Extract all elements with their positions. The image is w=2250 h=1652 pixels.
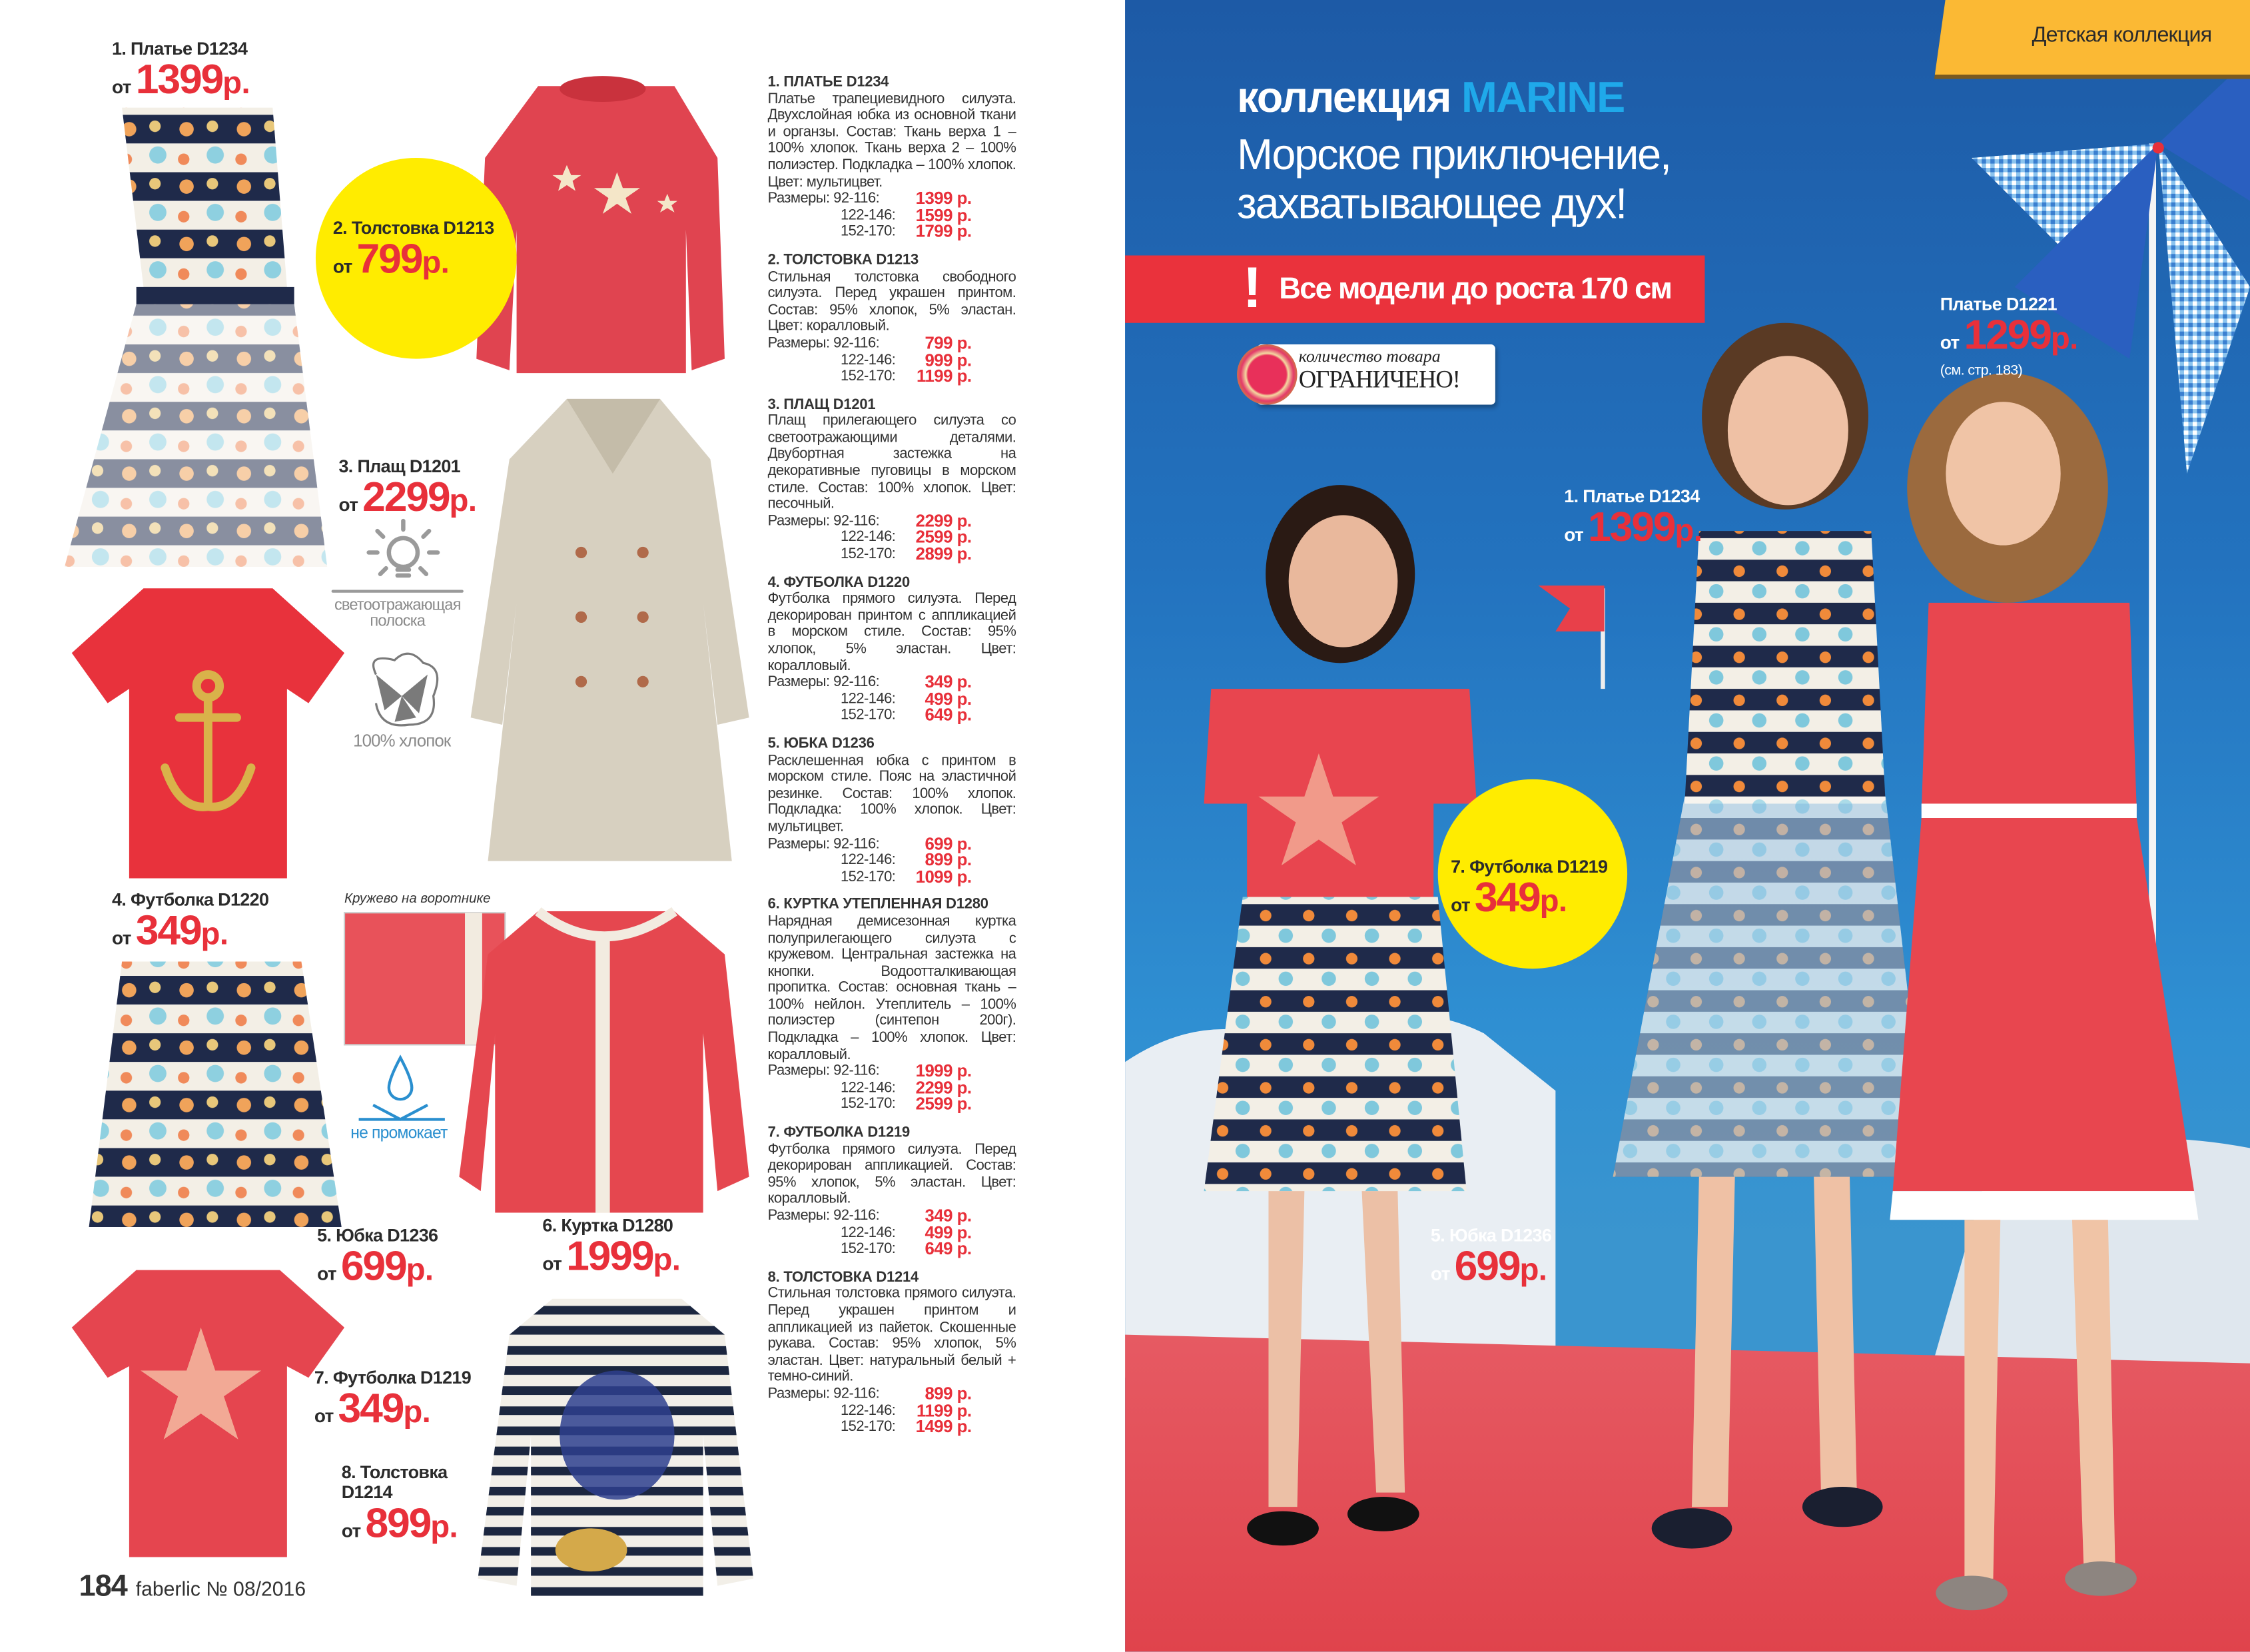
description-item xyxy=(768,252,1016,386)
dress-d1234-image xyxy=(65,108,327,567)
size-price-row xyxy=(768,527,1016,548)
cotton-caption: 100% хлопок xyxy=(353,730,451,751)
size-range: Размеры: 92-116: xyxy=(767,1208,880,1224)
description-item xyxy=(768,1125,1016,1258)
size-price: 699 р. xyxy=(925,833,972,853)
size-price: 899 р. xyxy=(925,849,972,870)
description-text: Нарядная демисезонная куртка полуприлегающего силуэта с кружевом. Центральная застежка на кнопки. Водоотталкивающая пропитка. Состав: основная ткань – 100% нейлон. Утеплитель – 100% полиэстер (синтепон 200г). Подкладка – 100% хлопок. Цвет: коралловый. xyxy=(767,914,1016,1063)
size-price: 1099 р. xyxy=(915,866,972,887)
product-name: 7. Футболка D1219 xyxy=(1451,857,1608,877)
product-name: 5. Юбка D1236 xyxy=(1430,1225,1552,1246)
size-range: 122-146: xyxy=(841,852,896,869)
limited-badge-text xyxy=(1299,346,1460,394)
size-range: 152-170: xyxy=(841,1419,896,1436)
product-name: Платье D1221 xyxy=(1940,294,2057,314)
size-price-row xyxy=(768,1094,1016,1114)
price-prefix: от xyxy=(1451,893,1470,915)
size-range: 122-146: xyxy=(841,1080,896,1096)
size-range: Размеры: 92-116: xyxy=(767,836,880,852)
price-label-d1201 xyxy=(338,458,476,522)
description-title: 4. ФУТБОЛКА D1220 xyxy=(767,575,911,591)
size-price-row xyxy=(768,1416,1016,1437)
page-footer xyxy=(79,1570,306,1605)
size-price-row xyxy=(768,221,1016,242)
sweatshirt-d1214-image xyxy=(478,1299,753,1596)
size-price-row xyxy=(768,705,1016,725)
size-price-row xyxy=(768,688,1016,709)
size-price: 1799 р. xyxy=(915,221,972,242)
price-label-d1236-right xyxy=(1431,1227,1551,1291)
size-range: 152-170: xyxy=(841,546,896,563)
banner-text: Все модели до роста 170 см xyxy=(1279,272,1672,305)
size-price-row xyxy=(768,1077,1016,1098)
size-price: 649 р. xyxy=(925,705,972,725)
lightbulb-icon xyxy=(333,521,462,592)
tshirt-d1220-image xyxy=(72,588,344,878)
size-price: 2599 р. xyxy=(915,527,972,548)
price-label-d1219-right xyxy=(1451,858,1607,922)
price-label-d1219 xyxy=(314,1369,471,1433)
collection-subtitle xyxy=(1237,132,1671,229)
price-prefix: от xyxy=(1564,523,1584,546)
description-item xyxy=(768,75,1016,241)
size-price: 1199 р. xyxy=(917,1400,972,1420)
description-text: Плащ прилегающего силуэта со светоотражающими деталями. Двубортная застежка на декоративные пуговицы в морском стиле. Состав: 100% хлопок. Цвет: песочный. xyxy=(767,414,1016,513)
size-range: 122-146: xyxy=(841,691,896,707)
price-label-d1234-right xyxy=(1564,488,1702,552)
price-currency: р. xyxy=(2050,319,2078,356)
skirt-d1236-image xyxy=(89,961,342,1227)
price-prefix: от xyxy=(341,1519,361,1541)
description-title: 7. ФУТБОЛКА D1219 xyxy=(767,1125,911,1141)
size-range: 122-146: xyxy=(841,1224,896,1241)
size-price-row xyxy=(768,544,1016,564)
price-value: 1999 xyxy=(566,1234,653,1280)
size-price: 1999 р. xyxy=(915,1060,972,1081)
size-price: 999 р. xyxy=(925,349,972,370)
limited-seal-icon xyxy=(1237,344,1297,404)
size-range: 152-170: xyxy=(841,368,896,385)
description-title: 6. КУРТКА УТЕПЛЕННАЯ D1280 xyxy=(767,897,988,913)
price-value: 1299 xyxy=(1964,312,2051,359)
price-prefix: от xyxy=(1430,1262,1450,1284)
description-item xyxy=(768,575,1016,725)
size-price-row xyxy=(767,1205,1016,1226)
size-price: 2299 р. xyxy=(915,510,972,531)
price-value: 699 xyxy=(340,1244,406,1290)
price-currency: р. xyxy=(422,243,450,280)
price-value: 349 xyxy=(338,1386,404,1432)
product-name: 1. Платье D1234 xyxy=(1564,486,1700,507)
size-price: 1499 р. xyxy=(915,1416,972,1437)
tshirt-d1219-image xyxy=(72,1270,344,1557)
subtitle-line-1: Морское приключение, xyxy=(1237,132,1671,180)
size-price: 499 р. xyxy=(925,688,972,709)
price-label-d1280 xyxy=(542,1217,680,1281)
price-prefix: от xyxy=(332,254,352,277)
price-label-d1214 xyxy=(342,1463,456,1547)
size-price: 1199 р. xyxy=(917,366,972,386)
price-value: 349 xyxy=(135,908,201,955)
size-price-row xyxy=(767,510,1016,531)
size-price-row xyxy=(767,332,1016,353)
coat-d1201-image xyxy=(471,399,749,861)
product-name: 3. Плащ D1201 xyxy=(338,456,460,477)
collection-headline xyxy=(1237,75,1624,123)
price-value: 1399 xyxy=(1588,504,1675,551)
size-range: Размеры: 92-116: xyxy=(767,513,880,530)
size-price-row xyxy=(767,1060,1016,1081)
size-price-row xyxy=(767,188,1016,208)
size-price-row xyxy=(767,833,1016,853)
price-label-d1220 xyxy=(112,891,268,955)
section-tab-label: Детская коллекция xyxy=(2032,23,2212,48)
waterproof-caption: не промокает xyxy=(350,1125,448,1142)
price-value: 2299 xyxy=(362,474,450,521)
size-range: Размеры: 92-116: xyxy=(767,335,880,352)
price-currency: р. xyxy=(1675,512,1702,548)
description-text: Расклешенная юбка с принтом в морском стиле. Пояс на эластичной резинке. Состав: 100% хлопок. Подкладка: 100% хлопок. Цвет: мультицвет. xyxy=(767,753,1016,835)
badge-line-2: ОГРАНИЧЕНО! xyxy=(1298,366,1460,394)
size-price-row xyxy=(768,349,1016,370)
size-price-row xyxy=(767,1383,1016,1404)
size-price: 499 р. xyxy=(925,1222,972,1242)
price-prefix: от xyxy=(542,1252,562,1274)
exclamation-icon: ! xyxy=(1242,256,1262,320)
description-title: 8. ТОЛСТОВКА D1214 xyxy=(767,1270,919,1286)
page-number: 184 xyxy=(79,1569,127,1603)
price-prefix: от xyxy=(314,1404,334,1426)
size-range: 152-170: xyxy=(841,224,896,240)
product-name: 4. Футболка D1220 xyxy=(112,889,269,910)
price-currency: р. xyxy=(430,1507,458,1544)
description-text: Футболка прямого силуэта. Перед декорирован принтом с аппликацией в морском стиле. Состав: 95% хлопок, 5% эластан. Цвет: коралловый. xyxy=(767,592,1016,674)
badge-line-1: количество товара xyxy=(1298,346,1441,366)
issue-number: № 08/2016 xyxy=(206,1577,306,1601)
price-label-d1213 xyxy=(333,220,494,284)
size-range: 122-146: xyxy=(841,207,896,224)
size-range: Размеры: 92-116: xyxy=(767,1386,880,1402)
description-text: Платье трапециевидного силуэта. Двухслойная юбка из основной ткани и органзы. Состав: Ткань верха 1 – 100% хлопок. Ткань верха 2 – 100% полиэстер. Подкладка – 100% хлопок. Цвет: мультицвет. xyxy=(767,91,1016,191)
price-label-d1221 xyxy=(1940,296,2078,380)
lace-caption: Кружево на воротнике xyxy=(344,891,491,907)
price-currency: р. xyxy=(1539,882,1567,919)
price-value: 349 xyxy=(1474,875,1540,921)
reflective-caption: светоотражающая полоска xyxy=(334,597,461,630)
product-name: 6. Куртка D1280 xyxy=(542,1215,673,1236)
size-range: 152-170: xyxy=(841,707,896,724)
product-name: 1. Платье D1234 xyxy=(112,39,248,59)
headline-brand: MARINE xyxy=(1461,75,1625,123)
size-range: Размеры: 92-116: xyxy=(767,191,880,207)
product-descriptions xyxy=(768,75,1016,1447)
subtitle-line-2: захватывающее дух! xyxy=(1237,181,1627,228)
price-value: 899 xyxy=(365,1500,431,1547)
price-label-d1236 xyxy=(317,1227,438,1291)
page-reference: (см. стр. 183) xyxy=(1940,362,2023,378)
description-title: 5. ЮБКА D1236 xyxy=(767,736,875,752)
right-page xyxy=(1125,0,2250,1652)
size-price: 2299 р. xyxy=(915,1077,972,1098)
size-price: 899 р. xyxy=(925,1383,972,1404)
description-item xyxy=(768,736,1016,886)
description-item xyxy=(768,397,1016,564)
price-currency: р. xyxy=(449,482,477,518)
description-item xyxy=(768,897,1016,1114)
headline-prefix: коллекция xyxy=(1237,75,1451,123)
description-text: Футболка прямого силуэта. Перед декорирован аппликацией. Состав: 95% хлопок, 5% эластан. Цвет: коралловый. xyxy=(767,1142,1016,1208)
size-range: 122-146: xyxy=(841,352,896,368)
description-item xyxy=(768,1270,1016,1436)
price-currency: р. xyxy=(222,64,250,101)
description-title: 1. ПЛАТЬЕ D1234 xyxy=(767,75,889,91)
size-range: 122-146: xyxy=(841,530,896,546)
description-text: Стильная толстовка свободного силуэта. Перед украшен принтом. Состав: 95% хлопок, 5% эластан. Цвет: коралловый. xyxy=(767,269,1016,335)
size-price: 649 р. xyxy=(925,1238,972,1259)
size-price-row xyxy=(768,866,1016,887)
product-name: 2. Толстовка D1213 xyxy=(332,218,494,238)
price-currency: р. xyxy=(403,1393,431,1430)
size-price: 799 р. xyxy=(925,332,972,353)
description-title: 3. ПЛАЩ D1201 xyxy=(767,397,876,413)
size-price-row xyxy=(768,205,1016,225)
price-prefix: от xyxy=(338,493,358,515)
photo-scene xyxy=(1125,0,2250,1652)
size-range: 122-146: xyxy=(841,1402,896,1419)
price-value: 699 xyxy=(1454,1244,1520,1290)
price-currency: р. xyxy=(200,915,228,951)
price-prefix: от xyxy=(1940,331,1960,353)
price-value: 799 xyxy=(356,236,422,282)
price-value: 1399 xyxy=(135,57,223,103)
size-price-row xyxy=(768,366,1016,386)
size-price: 349 р. xyxy=(925,671,972,692)
size-price: 1599 р. xyxy=(915,205,972,225)
size-range: 152-170: xyxy=(841,1096,896,1113)
product-name: 5. Юбка D1236 xyxy=(317,1225,438,1246)
size-price-row xyxy=(768,1222,1016,1242)
price-currency: р. xyxy=(406,1251,434,1287)
price-prefix: от xyxy=(112,75,131,97)
jacket-d1280-image xyxy=(459,911,749,1212)
size-range: Размеры: 92-116: xyxy=(767,1063,880,1080)
price-currency: р. xyxy=(1519,1251,1547,1287)
product-name: 7. Футболка D1219 xyxy=(314,1368,472,1388)
price-prefix: от xyxy=(112,927,131,949)
price-prefix: от xyxy=(317,1262,336,1284)
size-range: 152-170: xyxy=(841,869,896,885)
size-range: Размеры: 92-116: xyxy=(767,674,880,691)
brand-name: faberlic xyxy=(135,1577,200,1601)
size-range: 152-170: xyxy=(841,1241,896,1258)
product-name: 8. Толстовка D1214 xyxy=(341,1462,448,1503)
description-title: 2. ТОЛСТОВКА D1213 xyxy=(767,252,919,268)
water-drop-icon xyxy=(359,1058,445,1120)
size-price-row xyxy=(768,849,1016,870)
size-price: 349 р. xyxy=(925,1205,972,1226)
cotton-icon xyxy=(374,653,438,725)
size-price: 2599 р. xyxy=(915,1094,972,1114)
price-currency: р. xyxy=(653,1241,681,1277)
size-price: 1399 р. xyxy=(915,188,972,208)
description-text: Стильная толстовка прямого силуэта. Перед украшен принтом и аппликацией из пайеток. Скошенные рукава. Состав: 95% хлопок, 5% эластан. Цвет: натуральный белый + темно-синий. xyxy=(767,1286,1016,1386)
sweatshirt-d1213-image xyxy=(476,76,725,373)
price-label-d1234 xyxy=(112,40,250,104)
size-price: 2899 р. xyxy=(915,544,972,564)
height-banner xyxy=(1125,255,1704,322)
size-price-row xyxy=(768,1400,1016,1420)
size-price-row xyxy=(768,1238,1016,1259)
size-price-row xyxy=(767,671,1016,692)
